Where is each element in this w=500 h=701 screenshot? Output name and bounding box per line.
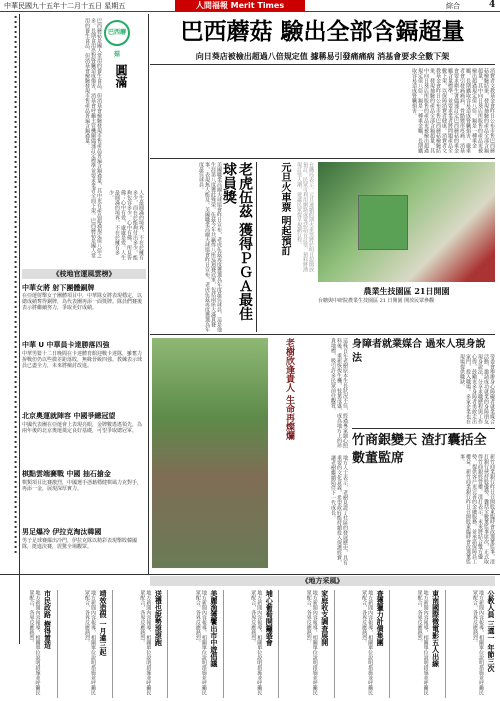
bottom-rule (0, 574, 500, 575)
local-column-body: 地方新聞內容報導，相關單位說明措施並呼籲民眾配合，各界反應熱烈。 (305, 590, 318, 695)
headline-rule (150, 64, 495, 65)
left-body-text: 巴西蘑菇是國人常用的養生食品，但消基會檢驗發現市售產品普遍含鎘過量，其中更有產品超過規定值八倍之多。長期食用恐對腎臟造成傷害，消基會呼籲主管機關儘速訂定標準並要求業者全面下架。巴西蘑菇是國人常用的養生食品，但消基會檢驗發現市售產品普遍含鎘過量。 (84, 18, 102, 258)
local-column-body: 地方新聞內容報導，相關單位說明措施並呼籲民眾配合，各界反應熱烈。 (28, 590, 41, 695)
local-column (334, 590, 387, 698)
left-item-text: 在亞運射擊女子團體項目中，中華隊女將表現穩定，以總成績奪得銅牌，為代表團再添一面獎牌。隊員們賽後表示將繼續努力，爭取更好成績。 (22, 293, 143, 311)
left-edge-text: ▪▪▪▪▪▪▪▪▪▪▪▪▪▪▪▪▪▪▪▪▪▪▪▪▪▪▪▪▪▪▪▪▪▪▪▪▪▪▪▪▪▪▪▪▪▪▪▪▪▪▪▪▪▪▪▪▪▪▪▪▪▪▪▪▪▪▪▪▪▪▪▪▪▪▪▪▪▪▪▪▪▪▪▪▪▪▪▪▪▪▪▪▪▪▪▪▪▪▪▪▪▪▪▪▪▪▪▪ (13, 14, 18, 554)
local-column (2, 590, 54, 698)
local-column-title: 家庭收支調查展開 (320, 590, 330, 646)
photo-caption-text: 台糖與中研院農業生技園區 21 日開園 開放民眾參觀 (318, 298, 435, 304)
local-column-title: 送禮也說勢滾滾跑 (154, 590, 164, 646)
local-column-body: 地方新聞內容報導，相關單位說明措施並呼籲民眾配合，各界反應熱烈。 (250, 590, 263, 695)
left-item-text: 中華男籃十二日晚間在卡達體育館迎戰卡達隊，雖奮力拚戰但仍以些微差距落敗，無緣晉級四強。教練表示球員已盡全力，未來將檢討改進。 (22, 351, 143, 369)
tree-body: 這株百年老樹原本生長狀況不佳，經過專家細心照料後，重新恢復生機，枝葉茂盛，成為地方上的珍貴地標，吸引許多民眾前往觀賞。 (330, 338, 348, 448)
local-column-title: 美麗漁獲饗出市中遊倡議 (209, 590, 219, 667)
left-item-head: 中華 U 中華員卡達勝落四強 (22, 341, 110, 349)
left-body-text-2: 人生最圓滿的境界，不在於擁有多少，而在於能夠付出多少，能夠包容多少。心中有佛，所見皆佛；心中有愛，處處是愛。人生最圓滿的境界，不在於擁有多少。 (108, 190, 144, 260)
local-column-title: 靖效造假 一月違三起 (98, 590, 108, 656)
local-column (167, 590, 220, 698)
bank-body: 新竹商業銀行昨日召開股東臨時會改選董監事，渣打銀行挾持股優勢，囊括全數董監事席次，正式取得竹商銀經營權。渣打表示，未來將結合雙方優勢，提供客戶更完善的金融服務，並承諾保障員工權益。新竹商業銀行昨日召開股東臨時會改選董監事。 (459, 454, 495, 564)
issue-date: 中華民國九十五年十二月十五日 星期五 (4, 2, 126, 10)
left-divider (19, 14, 20, 644)
local-column (445, 590, 498, 698)
main-subhead: 向日葵店被檢出超過八倍規定值 據稱易引發痛痛病 消基會要求全數下架 (195, 51, 450, 61)
local-news-bar: 《地方采風》 (150, 576, 495, 586)
local-column (278, 590, 331, 698)
local-column-body: 地方新聞內容報導，相關單位說明措施並呼籲民眾配合，各界反應熱烈。 (83, 590, 96, 695)
left-item-text: 男子足球賽爆出冷門，伊拉克隊以精彩表現擊敗韓國隊，挺進決賽，震驚全場觀眾。 (22, 538, 138, 550)
local-column-title: 埔心葡萄開鑼盛會 (265, 590, 275, 646)
main-headline: 巴西蘑菇 驗出全部含鎘超量 (180, 18, 465, 45)
section-name: 綜合 (446, 2, 460, 10)
sports-bar: 《枝地官運風雲榜》 (22, 269, 146, 279)
woods-body: 美國職業高爾夫球協會昨日宣布，老虎伍茲再度獲選為年度最佳球員，這是他生涯第八度獲此殊榮。伍茲今年共贏得八座巡迴賽冠軍，包括兩座大滿貫賽事，表現無人能及。美國職業高爾夫球協會昨日宣布，老虎伍茲再度獲選為年度最佳球員。 (198, 162, 222, 332)
local-column (223, 590, 276, 698)
left-item-head: 男足爆冷 伊拉克淘汰韓國 (22, 528, 102, 536)
train-body: 台鐵局表示，元旦連續假期火車票將於明日起開放預訂，民眾可利用網路或電話語音訂票，預料將湧現訂票人潮，建議民眾提早規劃行程。 (296, 162, 314, 272)
page-number: 4 (489, 0, 496, 10)
local-column (57, 590, 110, 698)
mid-rule (150, 334, 495, 335)
local-column-body: 地方新聞內容報導，相關單位說明措施並呼籲民眾配合，各界反應熱烈。 (139, 590, 152, 695)
col-rule (256, 162, 257, 332)
local-column (112, 590, 165, 698)
bottom-columns (2, 590, 498, 698)
column-divider (148, 14, 149, 574)
tree-photo (152, 338, 268, 568)
left-item-head: 北京奧運就陣容 中國爭總冠望 (22, 412, 116, 420)
bank-headline: 竹商銀變天 渣打囊括全數董監席 (352, 433, 487, 466)
woods-title: 老虎伍茲 獲得ＰＧＡ最佳球員獎 (221, 162, 253, 321)
main-story-text: 消費者文教基金會昨日公布市售巴西蘑菇檢驗結果，發現抽驗的產品全部含鎘超量，其中向日葵店所販售的產品更被檢出超過規定值八倍。鎘是一種重金屬，長期攝取容易造成腎臟損害，嚴重者會引發痛痛病，骨骼變形疼痛。消基會要求衛生署儘速訂定巴西蘑菇的重金屬含量標準，並要求業者將問題產品全數下架，以保障消費者健康。消費者文教基金會昨日公布市售巴西蘑菇檢驗結果，發現抽驗的產品全部含鎘超量，其中向日葵店所販售的產品更被檢出超過規定值八倍。鎘是一種重金屬，長期攝取容易造成腎臟損害。 (411, 68, 495, 153)
disabled-body: 勞委會舉辦身心障礙者就業媒合活動，邀請成功就業的身障朋友現身說法，分享求職歷程與工作心得，鼓勵更多身障者勇敢走出家門，投入職場。多家企業也在現場提供職缺。 (459, 354, 495, 424)
photo-caption-title: 農業生技園區 21日開園 (363, 286, 450, 296)
left-item-head: 棋點雲端賽戰 中國 抽石搶金 (22, 470, 111, 478)
section-badge: 巴西蘑菇 (104, 20, 130, 46)
disabled-headline: 身障者就業媒合 過來人現身說法 (352, 339, 486, 364)
local-column (389, 590, 442, 698)
local-column-title: 東南國際微電影五人出線 (431, 590, 441, 667)
masthead: 人間福報 Merit Times (175, 0, 305, 11)
left-item-text: 中國代表團在亞運會上表現亮眼，金牌數遙遙領先，為兩年後的北京奧運奠定良好基礎，可望爭取總冠軍。 (22, 422, 143, 434)
local-column-body: 地方新聞內容報導，相關單位說明措施並呼籲民眾配合，各界反應熱烈。 (361, 590, 374, 695)
story-rule (150, 158, 495, 159)
local-column-title: 查獲獵力計債集團 (376, 590, 386, 646)
local-column-body: 地方新聞內容報導，相關單位說明措施並呼籲民眾配合，各界反應熱烈。 (194, 590, 207, 695)
local-column-body: 地方新聞內容報導，相關單位說明措施並呼籲民眾配合，各界反應熱烈。 (416, 590, 429, 695)
local-column-title: 市民政路 樹得置造 (43, 590, 53, 649)
rule (352, 428, 495, 429)
left-item-text: 棋類項目比賽激烈，中國選手憑藉穩健棋風力克對手，再添一金，展現深厚實力。 (22, 480, 143, 492)
exhibit-sign (358, 195, 408, 250)
local-column-body: 地方新聞內容報導，相關單位說明措施並呼籲民眾配合，各界反應熱烈。 (472, 590, 484, 695)
tree-body-2: 地方人士表示，老樹見證了社區的發展歷史，具有重要的文化意義，希望政府能持續投入保護經費，讓老樹繼續陪伴下一代成長。 (330, 455, 348, 565)
left-title: 圓滿 (114, 64, 128, 88)
train-title: 元旦火車票 明起預訂 (279, 162, 290, 256)
tree-title: 老樹欣逢貴人 生命再燦爛 (284, 338, 294, 441)
left-item-head: 中華女將 射下團體銅牌 (22, 284, 95, 292)
local-column-title: 公教人員 三選一 年節三次 (487, 590, 496, 672)
